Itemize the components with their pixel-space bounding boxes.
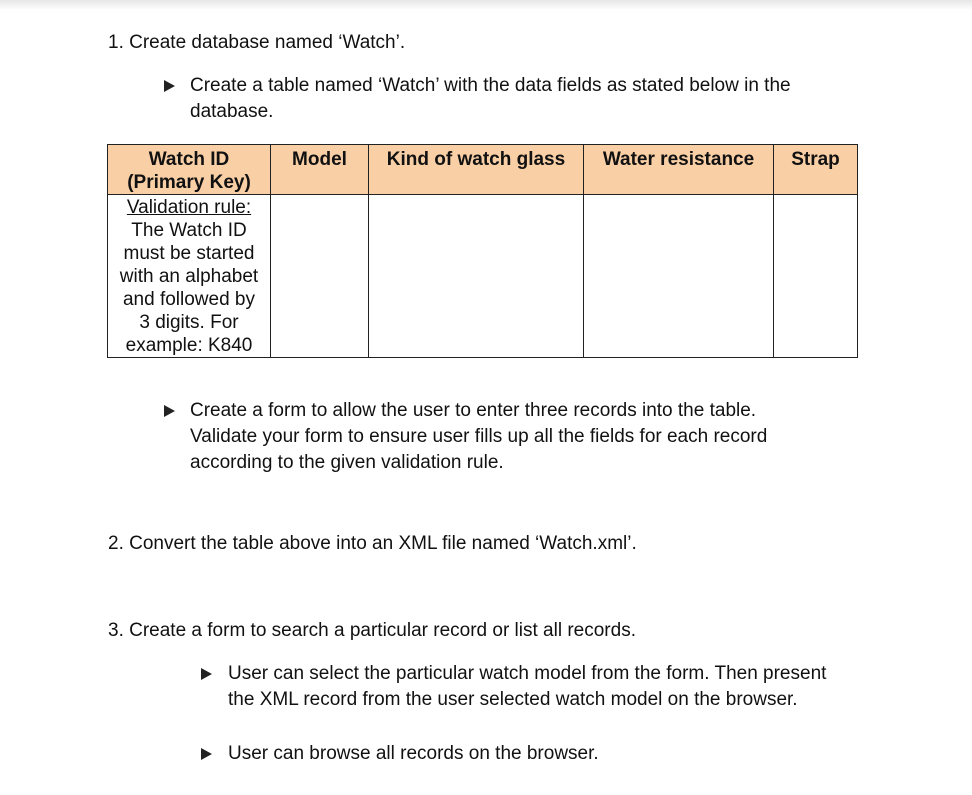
question-2: 2. Convert the table above into an XML file named ‘Watch.xml’. (108, 533, 637, 554)
q3-bullet-2: User can browse all records on the browser. (228, 743, 599, 764)
header-watch-id-line-2: (Primary Key) (127, 172, 251, 193)
header-water-resistance (584, 145, 774, 195)
cell-water-empty (584, 195, 774, 358)
header-glass (369, 145, 584, 195)
validation-rule-line: 3 digits. For (139, 312, 239, 333)
cell-validation-rule (108, 195, 271, 358)
table-row (108, 195, 858, 358)
watch-table (107, 144, 858, 358)
header-water-label: Water resistance (602, 149, 755, 170)
arrowhead-bullet-icon (201, 748, 212, 760)
table-header-row (108, 145, 858, 195)
q1-bullet-2-line-3: according to the given validation rule. (190, 452, 504, 473)
validation-rule-line: The Watch ID (131, 220, 247, 241)
header-model-label: Model (292, 149, 347, 170)
validation-rule-line: and followed by (122, 289, 256, 310)
cell-model-empty (271, 195, 369, 358)
header-glass-label: Kind of watch glass (386, 149, 566, 170)
q1-bullet-2-line-1: Create a form to allow the user to enter three records into the table. (190, 400, 757, 421)
q1-bullet-2-line-2: Validate your form to ensure user fills up all the fields for each record (190, 426, 768, 447)
header-watch-id (108, 145, 271, 195)
header-strap-label: Strap (791, 149, 840, 170)
q1-bullet-1-line-1: Create a table named ‘Watch’ with the data fields as stated below in the (190, 75, 791, 96)
arrowhead-bullet-icon (201, 668, 212, 680)
arrowhead-bullet-icon (164, 405, 175, 417)
question-3: 3. Create a form to search a particular record or list all records. (108, 620, 636, 641)
validation-rule-title: Validation rule: (126, 197, 252, 218)
arrowhead-bullet-icon (164, 80, 175, 92)
header-strap (774, 145, 858, 195)
q3-bullet-1-line-2: the XML record from the user selected watch model on the browser. (228, 689, 798, 710)
validation-rule-line: with an alphabet (119, 266, 259, 287)
question-1: 1. Create database named ‘Watch’. (108, 32, 406, 53)
q3-bullet-1-line-1: User can select the particular watch model from the form. Then present (228, 663, 827, 684)
validation-rule-line: example: K840 (125, 335, 253, 356)
page-top-shadow (0, 0, 972, 10)
header-model (271, 145, 369, 195)
validation-rule-line: must be started (123, 243, 255, 264)
q1-bullet-1-line-2: database. (190, 101, 274, 122)
header-watch-id-line-1: Watch ID (148, 149, 230, 170)
cell-glass-empty (369, 195, 584, 358)
cell-strap-empty (774, 195, 858, 358)
